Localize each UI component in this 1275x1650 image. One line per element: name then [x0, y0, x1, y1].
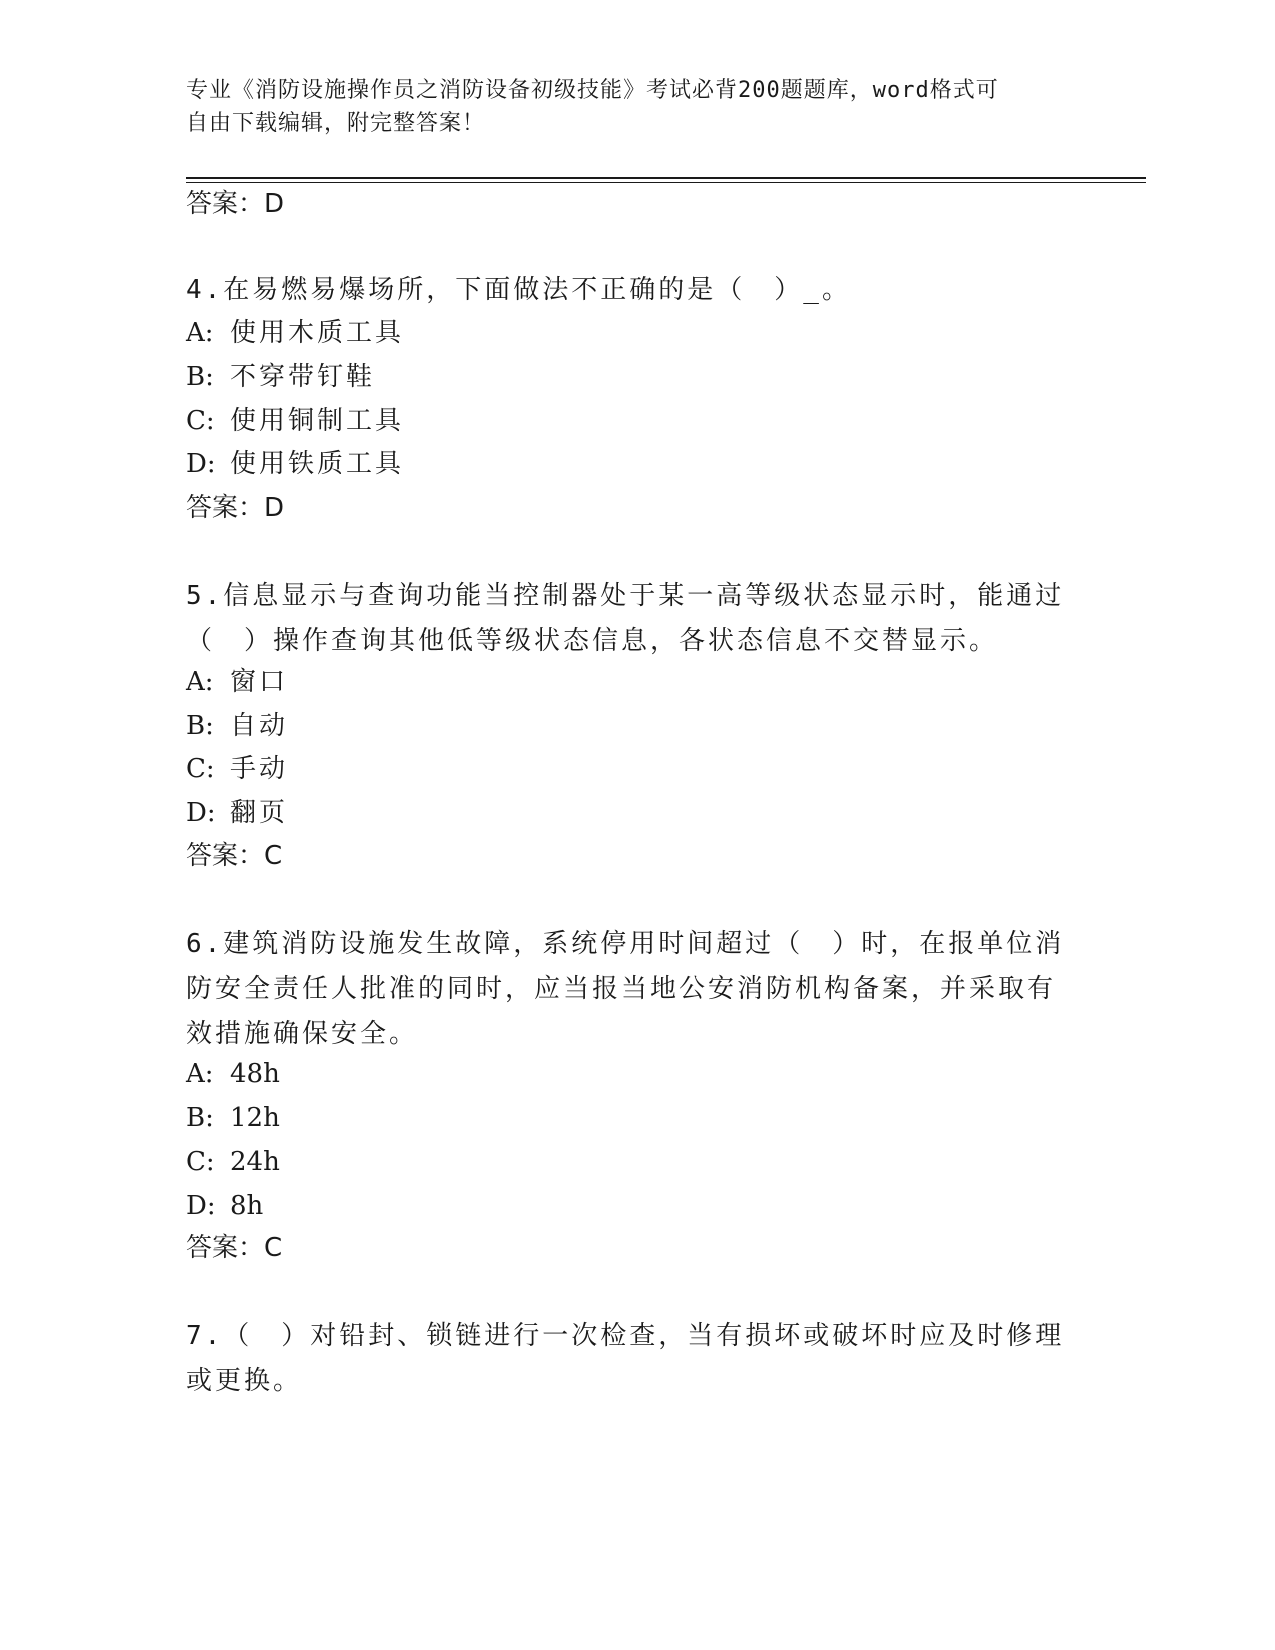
option-label: B: [186, 1103, 214, 1133]
option-text: 自动 [230, 711, 289, 741]
option-text: 窗口 [230, 667, 289, 697]
header-line-1: 专业《消防设施操作员之消防设备初级技能》考试必背200题题库，word格式可 [186, 78, 999, 103]
header-rule-thin [186, 182, 1146, 183]
answer-q6: 答案：C [186, 1233, 283, 1263]
question-6-option-d [186, 1188, 263, 1224]
option-text: 12h [230, 1103, 280, 1133]
option-text: 48h [230, 1059, 280, 1089]
option-label: A: [186, 667, 214, 697]
option-text: 不穿带钉鞋 [230, 362, 376, 392]
answer-q4: 答案：D [186, 493, 285, 523]
question-4-option-c [186, 403, 404, 439]
question-4-option-d [186, 446, 404, 482]
answer-q3: 答案：D [186, 189, 285, 219]
option-label: D: [186, 449, 216, 479]
question-5-option-a [186, 664, 288, 700]
option-text: 使用铁质工具 [230, 449, 405, 479]
answer-q5: 答案：C [186, 841, 283, 871]
option-text: 翻页 [230, 798, 289, 828]
question-4-option-a [186, 315, 404, 351]
option-text: 8h [230, 1191, 264, 1221]
question-4-text: 4.在易燃易爆场所，下面做法不正确的是（ ）_。 [186, 275, 851, 305]
option-label: A: [186, 318, 214, 348]
question-5-text: 5.信息显示与查询功能当控制器处于某一高等级状态显示时，能通过（ ）操作查询其他低等级状态信息，各状态信息不交替显示。 [186, 581, 1065, 656]
option-text: 使用铜制工具 [230, 406, 405, 436]
option-label: C: [186, 1147, 215, 1177]
question-5-option-d [186, 795, 288, 831]
option-label: B: [186, 711, 214, 741]
question-6-text: 6.建筑消防设施发生故障，系统停用时间超过（ ）时，在报单位消防安全责任人批准的同时，应当报当地公安消防机构备案，并采取有效措施确保安全。 [186, 929, 1065, 1049]
option-label: A: [186, 1059, 214, 1089]
question-5-option-c [186, 751, 288, 787]
document-header [186, 74, 1066, 140]
option-text: 24h [230, 1147, 280, 1177]
header-line-2: 自由下载编辑，附完整答案！ [186, 111, 486, 136]
question-7-text: 7.（ ）对铅封、锁链进行一次检查，当有损坏或破坏时应及时修理或更换。 [186, 1321, 1065, 1396]
option-text: 手动 [230, 754, 289, 784]
option-label: B: [186, 362, 214, 392]
option-text: 使用木质工具 [230, 318, 405, 348]
option-label: D: [186, 798, 216, 828]
option-label: C: [186, 754, 215, 784]
question-5-option-b [186, 708, 288, 744]
header-rule-thick [186, 177, 1146, 179]
question-6-option-c [186, 1144, 280, 1180]
question-6-option-a [186, 1056, 280, 1092]
option-label: D: [186, 1191, 216, 1221]
option-label: C: [186, 406, 215, 436]
question-6-option-b [186, 1100, 280, 1136]
question-4-option-b [186, 359, 375, 395]
